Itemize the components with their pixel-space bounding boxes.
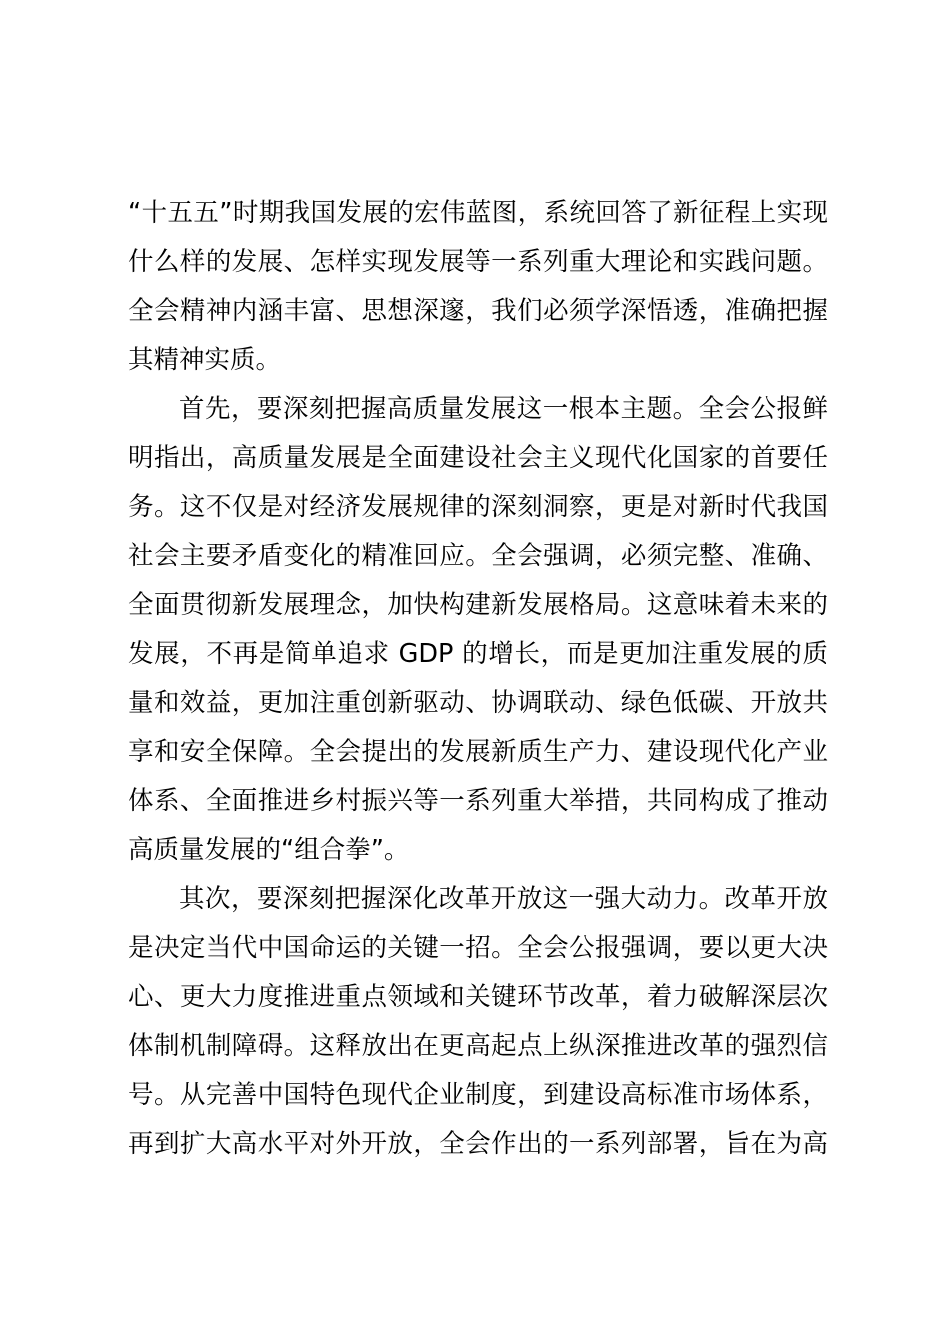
paragraph-2: [128, 385, 828, 875]
text-line: “十五五”时期我国发展的宏伟蓝图，系统回答了新征程上实现: [128, 198, 828, 228]
text-line: 享和安全保障。全会提出的发展新质生产力、建设现代化产业: [128, 737, 828, 767]
text-line: 体系、全面推进乡村振兴等一系列重大举措，共同构成了推动: [128, 786, 828, 816]
text-line: 再到扩大高水平对外开放，全会作出的一系列部署，旨在为高: [128, 1129, 828, 1159]
text-line: 高质量发展的“组合拳”。: [128, 835, 410, 865]
document-body: [128, 189, 828, 1169]
text-line: 什么样的发展、怎样实现发展等一系列重大理论和实践问题。: [128, 247, 828, 277]
text-line: 发展，不再是简单追求 GDP 的增长，而是更加注重发展的质: [128, 639, 828, 669]
text-line: 号。从完善中国特色现代企业制度，到建设高标准市场体系，: [128, 1080, 828, 1110]
text-line: 务。这不仅是对经济发展规律的深刻洞察，更是对新时代我国: [128, 492, 828, 522]
text-line: 明指出，高质量发展是全面建设社会主义现代化国家的首要任: [128, 443, 828, 473]
text-line: 全面贯彻新发展理念，加快构建新发展格局。这意味着未来的: [128, 590, 828, 620]
paragraph-1: [128, 189, 828, 385]
text-line: 是决定当代中国命运的关键一招。全会公报强调，要以更大决: [128, 933, 828, 963]
text-line: 全会精神内涵丰富、思想深邃，我们必须学深悟透，准确把握: [128, 296, 828, 326]
text-line: 社会主要矛盾变化的精准回应。全会强调，必须完整、准确、: [128, 541, 828, 571]
paragraph-3: [128, 875, 828, 1169]
text-line: 体制机制障碍。这释放出在更高起点上纵深推进改革的强烈信: [128, 1031, 828, 1061]
text-line: 首先，要深刻把握高质量发展这一根本主题。全会公报鲜: [179, 394, 828, 424]
text-line: 量和效益，更加注重创新驱动、协调联动、绿色低碳、开放共: [128, 688, 828, 718]
text-line: 其次，要深刻把握深化改革开放这一强大动力。改革开放: [179, 884, 828, 914]
text-line: 心、更大力度推进重点领域和关键环节改革，着力破解深层次: [128, 982, 828, 1012]
text-line: 其精神实质。: [128, 345, 282, 375]
